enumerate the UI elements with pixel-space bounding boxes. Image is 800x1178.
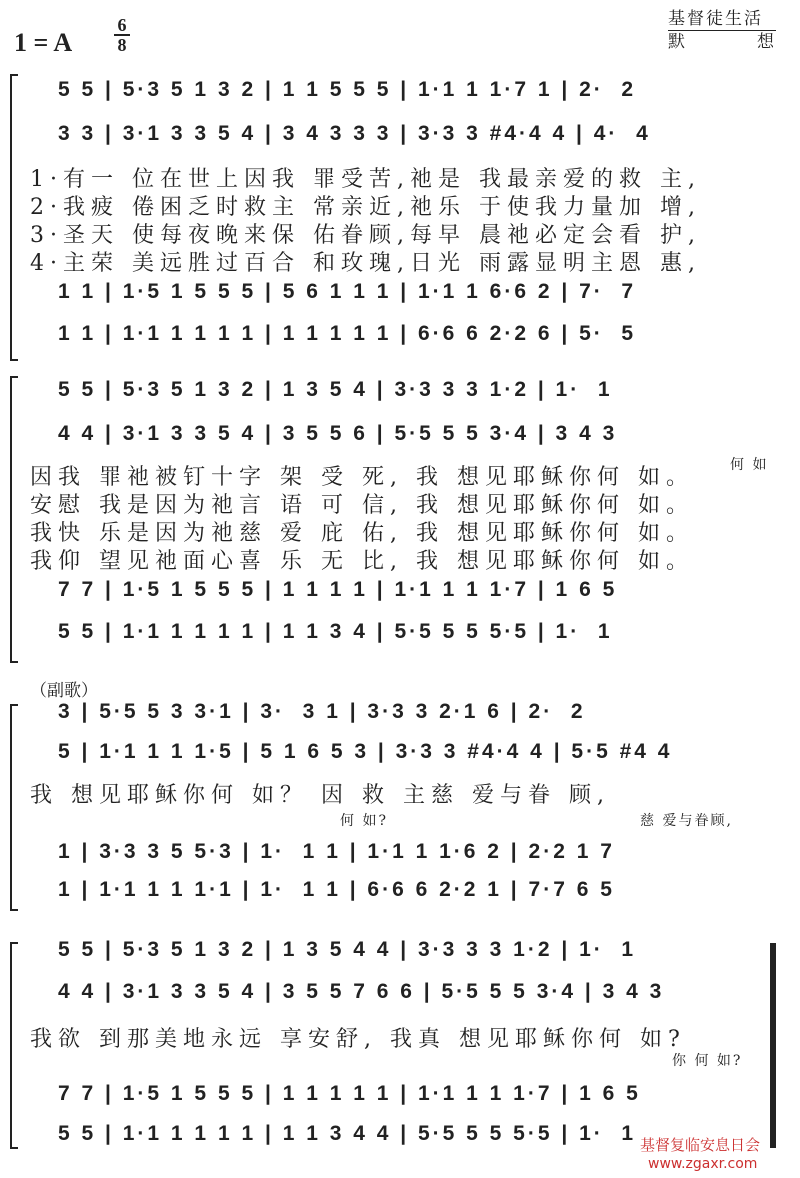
sub-lyric-1: 你 何 如?: [672, 1053, 743, 1069]
watermark-text: 基督复临安息日会: [640, 1136, 761, 1154]
lyric-verse-1: 1·有一 位在世上因我 罪受苦,祂是 我最亲爱的救 主,: [30, 167, 701, 192]
title-char-2: 想: [757, 32, 776, 52]
staff-notes: 4 4 | 3·1 3 3 5 4 | 3 5 5 7 6 6 | 5·5 5 5 3·4 | 3 4 3: [58, 980, 665, 1003]
lyric-verse-1: 因我 罪祂被钉十字 架 受 死, 我 想见耶稣你何 如。: [30, 465, 694, 490]
system-brace: [10, 705, 12, 910]
staff-alto: [22, 740, 784, 780]
sub-lyric-1: 何 如?: [340, 813, 388, 829]
staff-notes: 5 5 | 1·1 1 1 1 1 | 1 1 3 4 4 | 5·5 5 5 5·5 | 1· 1: [58, 1122, 637, 1145]
staff-notes: 4 4 | 3·1 3 3 5 4 | 3 5 5 6 | 5·5 5 5 3·4 | 3 4 3: [58, 422, 618, 445]
staff-alto: [22, 422, 784, 462]
lyric-final: 我欲 到那美地永远 享安舒, 我真 想见耶稣你何 如?: [30, 1027, 686, 1052]
time-signature: [114, 16, 130, 54]
system-brace: [10, 377, 12, 662]
system-brace: [10, 75, 12, 360]
title-char-1: 默: [668, 32, 687, 52]
staff-notes: 5 5 | 5·3 5 1 3 2 | 1 3 5 4 4 | 3·3 3 3 1·2 | 1· 1: [58, 938, 637, 961]
time-bottom: 8: [117, 35, 127, 55]
staff-notes: 5 | 1·1 1 1 1·5 | 5 1 6 5 3 | 3·3 3 #4·4 4 | 5·5 #4 4: [58, 740, 673, 763]
staff-soprano: [22, 78, 784, 118]
staff-bass: [22, 878, 784, 918]
staff-soprano: [22, 938, 784, 978]
lyric-verse-3: 我快 乐是因为祂慈 爱 庇 佑, 我 想见耶稣你何 如。: [30, 521, 694, 546]
staff-notes: 1 1 | 1·1 1 1 1 1 | 1 1 1 1 1 | 6·6 6 2·2 6 | 5· 5: [58, 322, 637, 345]
staff-bass: [22, 322, 784, 362]
staff-notes: 5 5 | 5·3 5 1 3 2 | 1 3 5 4 | 3·3 3 3 1·2 | 1· 1: [58, 378, 613, 401]
staff-notes: 7 7 | 1·5 1 5 5 5 | 1 1 1 1 1 | 1·1 1 1 1·7 | 1 6 5: [58, 1082, 641, 1105]
staff-notes: 7 7 | 1·5 1 5 5 5 | 1 1 1 1 | 1·1 1 1 1·7 | 1 6 5: [58, 578, 618, 601]
lyric-verse-2: 安慰 我是因为祂言 语 可 信, 我 想见耶稣你何 如。: [30, 493, 694, 518]
staff-notes: 5 5 | 5·3 5 1 3 2 | 1 1 5 5 5 | 1·1 1 1·7 1 | 2· 2: [58, 78, 637, 101]
staff-notes: 5 5 | 1·1 1 1 1 1 | 1 1 3 4 | 5·5 5 5 5·5 | 1· 1: [58, 620, 613, 643]
lyric-verse-4: 我仰 望见祂面心喜 乐 无 比, 我 想见耶稣你何 如。: [30, 549, 694, 574]
staff-alto: [22, 122, 784, 162]
staff-soprano: [22, 700, 784, 740]
song-title: [668, 31, 776, 53]
lyric-chorus: 我 想见耶稣你何 如？ 因 救 主慈 爱与眷 顾,: [30, 783, 610, 808]
lyric-verse-3: 3·圣天 使每夜晚来保 佑眷顾,每早 晨祂必定会看 护,: [30, 223, 701, 248]
system-brace: [10, 943, 12, 1148]
staff-tenor: [22, 578, 784, 618]
staff-notes: 3 3 | 3·1 3 3 5 4 | 3 4 3 3 3 | 3·3 3 #4·4 4 | 4· 4: [58, 122, 651, 145]
staff-notes: 1 1 | 1·5 1 5 5 5 | 5 6 1 1 1 | 1·1 1 6·6 2 | 7· 7: [58, 280, 637, 303]
time-top: 6: [117, 15, 127, 35]
source-info: [668, 8, 776, 53]
sub-lyric-2: 慈 爱与眷顾,: [640, 813, 733, 829]
source-name: 基督徒生活: [668, 8, 776, 31]
lyric-verse-4: 4·主荣 美远胜过百合 和玫瑰,日光 雨露显明主恩 惠,: [30, 251, 701, 276]
aside-lyric: 何 如: [730, 457, 769, 473]
staff-tenor: [22, 840, 784, 880]
staff-notes: 1 | 1·1 1 1 1·1 | 1· 1 1 | 6·6 6 2·2 1 | 7·7 6 5: [58, 878, 615, 901]
staff-tenor: [22, 280, 784, 320]
staff-notes: 1 | 3·3 3 5 5·3 | 1· 1 1 | 1·1 1 1·6 2 | 2·2 1 7: [58, 840, 615, 863]
staff-soprano: [22, 378, 784, 418]
chorus-label: （副歌）: [30, 681, 98, 701]
key-signature: 1 = A: [14, 28, 73, 57]
staff-bass: [22, 620, 784, 660]
watermark-url: www.zgaxr.com: [648, 1156, 758, 1172]
staff-notes: 3 | 5·5 5 3 3·1 | 3· 3 1 | 3·3 3 2·1 6 | 2· 2: [58, 700, 586, 723]
staff-alto: [22, 980, 784, 1020]
staff-tenor: [22, 1082, 784, 1122]
lyric-verse-2: 2·我疲 倦困乏时救主 常亲近,祂乐 于使我力量加 增,: [30, 195, 701, 220]
